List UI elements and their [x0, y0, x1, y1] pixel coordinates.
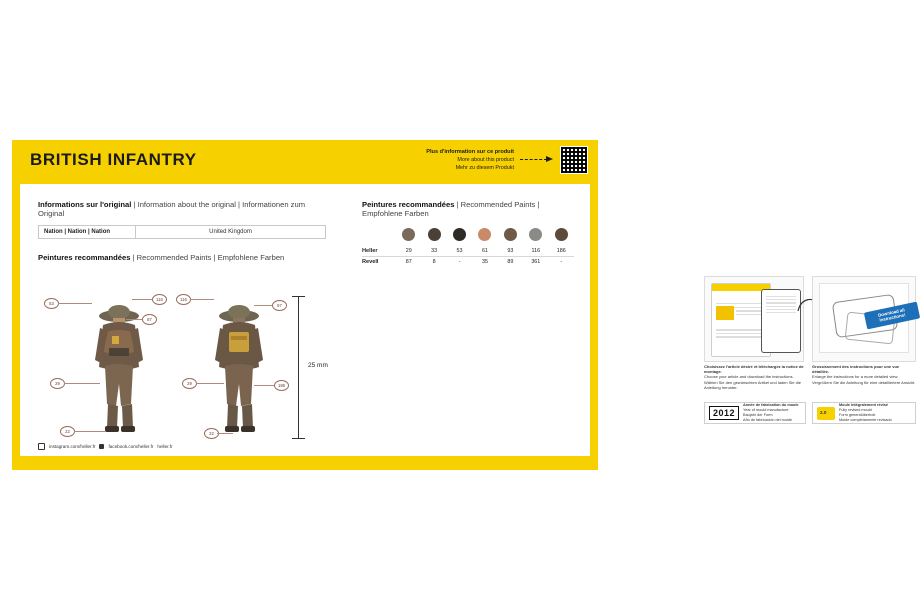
callout-lead	[126, 319, 142, 320]
year-es: Año de fabricación del molde	[743, 417, 792, 422]
callout-lead	[217, 433, 233, 434]
scale-label: 25 mm	[308, 362, 328, 369]
right-column	[362, 200, 916, 422]
table-row	[362, 257, 574, 268]
swatch-cell	[447, 226, 472, 246]
brand-heller: Heller	[362, 246, 396, 257]
callout-lead	[58, 303, 92, 304]
facebook-icon[interactable]	[99, 444, 104, 449]
panel-a-fr: Choisissez l'article désiré et téléchargez la notice de montage.	[704, 364, 804, 375]
figure-area	[38, 292, 338, 442]
swatch-cell	[421, 226, 446, 246]
download-instructions-panel	[704, 276, 804, 362]
year-of-mould-box	[704, 402, 806, 424]
panel-a-en: Choose your article and download the instructions.	[704, 374, 794, 380]
brand-revell: Revell	[362, 259, 379, 265]
mould-de: Form generalüberholt	[839, 413, 876, 417]
revell-code: 8	[432, 259, 436, 265]
promo-line-de: Mehr zu diesem Produkt	[455, 165, 514, 171]
panel-b-de: Vergrößern Sie die Anleitung für eine detailliertere Ansicht.	[812, 379, 916, 385]
heller-code: 33	[421, 246, 446, 257]
nation-label: Nation | Nation | Nation	[39, 226, 136, 239]
callout-marker: 29	[182, 378, 197, 389]
callout-lead	[190, 299, 214, 300]
panel-b-caption	[812, 364, 916, 385]
swatch-cell	[498, 226, 523, 246]
callout-lead	[64, 383, 100, 384]
year-captions	[743, 403, 798, 422]
mould-fr: Moule intégralement révisé	[839, 403, 888, 408]
revell-code: -	[458, 259, 461, 265]
left-column	[38, 200, 328, 262]
paint-swatch-6	[529, 228, 542, 241]
nation-value: United Kingdom	[136, 226, 326, 239]
callout-marker: 186	[274, 380, 289, 391]
mould-captions	[839, 403, 892, 422]
panel-a-caption	[704, 364, 804, 390]
paints-heading-en-right: Recommended Paints	[460, 200, 536, 209]
revell-code: 35	[481, 259, 488, 265]
mould-info-block	[704, 402, 916, 434]
heller-code: 53	[447, 246, 472, 257]
swatch-row	[362, 226, 574, 246]
promo-line-fr: Plus d'information sur ce produit	[426, 149, 514, 155]
callout-lead	[254, 305, 272, 306]
paints-heading-en-left: Recommended Paints	[136, 253, 212, 262]
table-row	[362, 246, 574, 257]
revell-code: -	[560, 259, 563, 265]
qr-code-icon[interactable]	[560, 146, 588, 174]
revised-mould-box	[812, 402, 916, 424]
paints-heading-left: Peintures recommandées | Recommended Paints | Empfohlene Farben	[38, 253, 285, 262]
year-fr: Année de fabrication du moule	[743, 403, 799, 408]
original-info-heading: Informations sur l'original | Information about the original | Informationen zum Original	[38, 200, 306, 218]
mould-year: 2012	[709, 406, 739, 420]
swatch-cell	[396, 226, 421, 246]
heller-code: 29	[396, 246, 421, 257]
callout-marker: 53	[44, 298, 59, 309]
revell-code: 361	[531, 259, 541, 265]
paint-swatch-4	[478, 228, 491, 241]
callout-marker: 22	[204, 428, 219, 439]
swatch-cell	[472, 226, 497, 246]
callout-marker: 22	[60, 426, 75, 437]
facebook-handle[interactable]: facebook.com/heller.fr	[108, 444, 154, 449]
instructions-block	[704, 276, 916, 396]
heller-code: 93	[498, 246, 523, 257]
nation-table	[38, 225, 326, 239]
scale-bar	[298, 296, 299, 438]
heller-code: 116	[523, 246, 548, 257]
paints-heading-de-left: Empfohlene Farben	[217, 253, 285, 262]
scale-cap-bottom	[292, 438, 305, 439]
promo-block	[426, 146, 588, 174]
original-heading-fr: Informations sur l'original	[38, 200, 132, 209]
website-url[interactable]: heller.fr	[157, 444, 173, 449]
revell-code: 89	[507, 259, 514, 265]
tablet-device	[761, 289, 801, 353]
paint-reference-table	[362, 226, 574, 267]
paint-swatch-1	[402, 228, 415, 241]
swatch-cell	[523, 226, 548, 246]
paints-heading-de-right: Empfohlene Farben	[362, 209, 429, 218]
paints-heading-fr-left: Peintures recommandées	[38, 253, 131, 262]
download-badge: Download all instructions!	[864, 302, 920, 330]
page-title: BRITISH INFANTRY	[30, 150, 197, 169]
promo-text	[426, 148, 514, 172]
year-en: Year of mould manufacture	[743, 408, 789, 413]
arrow-right-icon	[520, 155, 554, 165]
product-thumbnail	[716, 306, 734, 320]
paints-heading-right: Peintures recommandées | Recommended Paints | Empfohlene Farben	[362, 200, 540, 218]
soldier-front-figure	[49, 292, 163, 442]
instagram-icon[interactable]	[38, 443, 45, 450]
original-heading-en: Information about the original	[137, 200, 236, 209]
mould-revision-icon	[817, 407, 835, 420]
paint-swatch-3	[453, 228, 466, 241]
mould-en: Fully revised mould	[839, 408, 872, 413]
paint-swatch-5	[504, 228, 517, 241]
scale-cap-top	[292, 296, 305, 297]
callout-lead	[132, 299, 152, 300]
promo-line-en: More about this product	[457, 157, 514, 163]
panel-b-fr: Grossissement des instructions pour une vue détaillée.	[812, 364, 900, 375]
revell-code: 87	[405, 259, 412, 265]
heller-code: 61	[472, 246, 497, 257]
mould-es: Molde completamente revisado	[839, 417, 892, 422]
panel-a-de: Wählen Sie den gewünschten Artikel und laden Sie die Anleitung herunter.	[704, 379, 801, 390]
soldier-back-illustration	[196, 292, 282, 442]
footer-social	[38, 443, 173, 450]
instagram-handle[interactable]: instagram.com/heller.fr	[49, 444, 96, 449]
heller-code: 186	[549, 246, 574, 257]
enlarge-instructions-panel	[812, 276, 916, 362]
swatch-cell-empty	[362, 226, 396, 246]
product-sheet	[12, 140, 916, 470]
panel-b-en: Enlarge the instructions for a more detailed view.	[812, 374, 899, 380]
soldier-back-figure	[180, 292, 285, 442]
year-de: Baujahr der Form	[743, 413, 773, 417]
table-row	[39, 226, 326, 239]
callout-marker: 116	[152, 294, 167, 305]
scale-indicator	[288, 296, 334, 438]
original-heading-de: Informationen zum Original	[38, 200, 306, 218]
paint-swatch-2	[428, 228, 441, 241]
paint-swatch-7	[555, 228, 568, 241]
callout-marker: 57	[272, 300, 287, 311]
callout-lead	[254, 385, 274, 386]
paints-heading-fr-right: Peintures recommandées	[362, 200, 455, 209]
callout-lead	[196, 383, 224, 384]
sheet-body	[20, 184, 916, 456]
callout-marker: 87	[142, 314, 157, 325]
callout-marker: 116	[176, 294, 191, 305]
swatch-cell	[549, 226, 574, 246]
callout-marker: 29	[50, 378, 65, 389]
callout-lead	[74, 431, 106, 432]
